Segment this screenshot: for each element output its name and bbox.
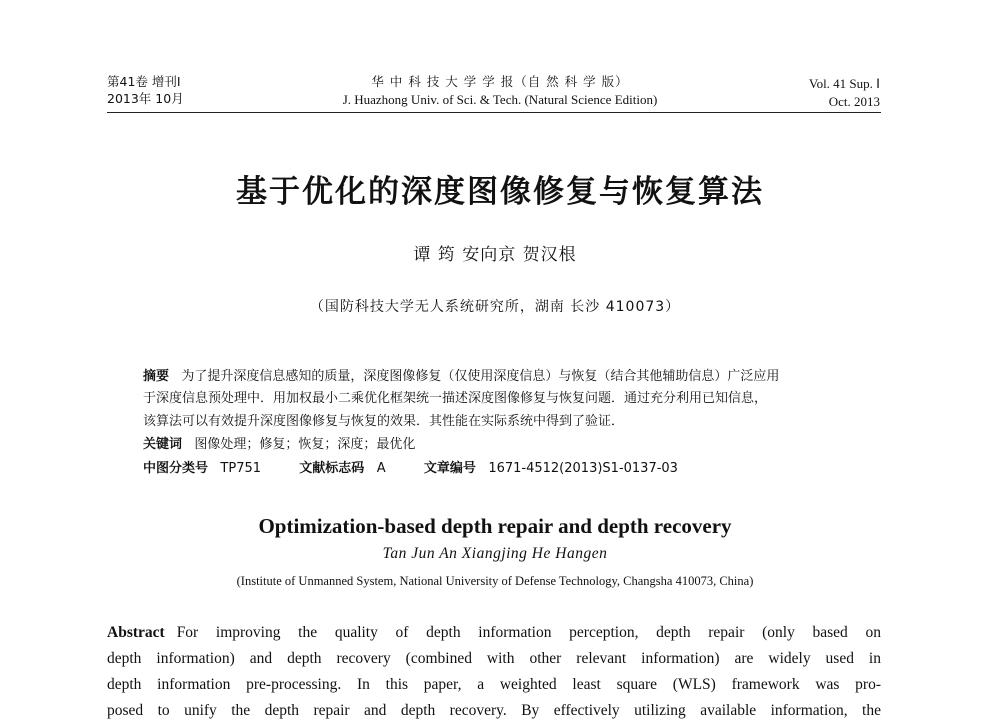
abstract-en-line-3: depth information pre-processing. In this paper, a weighted least square (WLS) framework was pro- — [107, 676, 881, 693]
date-en: Oct. 2013 — [828, 94, 880, 109]
abstract-cn-label: 摘要 — [143, 369, 170, 384]
doc-code-value: A — [376, 461, 386, 476]
authors-cn: 谭 筠 安向京 贺汉根 — [413, 245, 577, 265]
abstract-en-line-4: posed to unify the depth repair and depth recovery. By effectively utilizing available information, the — [107, 702, 881, 719]
clc-value: TP751 — [220, 461, 262, 476]
abstract-cn-line-3: 该算法可以有效提升深度图像修复与恢复的效果．其性能在实际系统中得到了验证． — [143, 414, 625, 429]
abstract-en-line-2: depth information) and depth recovery (combined with other relevant information) are widely used in — [107, 650, 881, 667]
doc-code-label: 文献标志码 — [299, 461, 365, 476]
authors-en: Tan Jun An Xiangjing He Hangen — [382, 545, 608, 562]
abstract-en-label: Abstract — [107, 624, 165, 641]
abstract-cn-line-2: 于深度信息预处理中．用加权最小二乘优化框架统一描述深度图像修复与恢复问题．通过充分利用已知信息， — [143, 391, 768, 406]
volume-issue: 第41卷 增刊Ⅰ — [107, 74, 181, 89]
abstract-cn-line-1 — [143, 367, 779, 387]
keywords-cn-label: 关键词 — [143, 437, 183, 452]
volume-en: Vol. 41 Sup. Ⅰ — [808, 76, 880, 91]
journal-name-cn: 华 中 科 技 大 学 学 报（自 然 科 学 版） — [371, 74, 629, 89]
abstract-cn-text-1: 为了提升深度信息感知的质量，深度图像修复（仅使用深度信息）与恢复（结合其他辅助信息）广泛应用 — [181, 369, 780, 384]
abstract-en — [107, 620, 881, 724]
publication-date-cn: 2013年 10月 — [107, 91, 184, 106]
affiliation-cn: （国防科技大学无人系统研究所，湖南 长沙 410073） — [309, 299, 681, 315]
classification-line — [143, 459, 678, 479]
title-en: Optimization-based depth repair and depth recovery — [258, 514, 732, 538]
keywords-cn — [143, 435, 415, 455]
header-rule — [107, 112, 881, 113]
affiliation-en: (Institute of Unmanned System, National University of Defense Technology, Changsha 410073, China) — [236, 574, 754, 588]
clc-label: 中图分类号 — [143, 461, 209, 476]
keywords-cn-text: 图像处理；修复；恢复；深度；最优化 — [194, 437, 416, 452]
title-cn: 基于优化的深度图像修复与恢复算法 — [236, 174, 764, 210]
article-number-label: 文章编号 — [423, 461, 476, 476]
article-number-value: 1671-4512(2013)S1-0137-03 — [488, 461, 678, 476]
abstract-en-line-1 — [107, 620, 881, 646]
abstract-en-text-1: For improving the quality of depth information perception, depth repair (only based on — [176, 624, 881, 641]
journal-name-en: J. Huazhong Univ. of Sci. & Tech. (Natural Science Edition) — [342, 92, 658, 107]
